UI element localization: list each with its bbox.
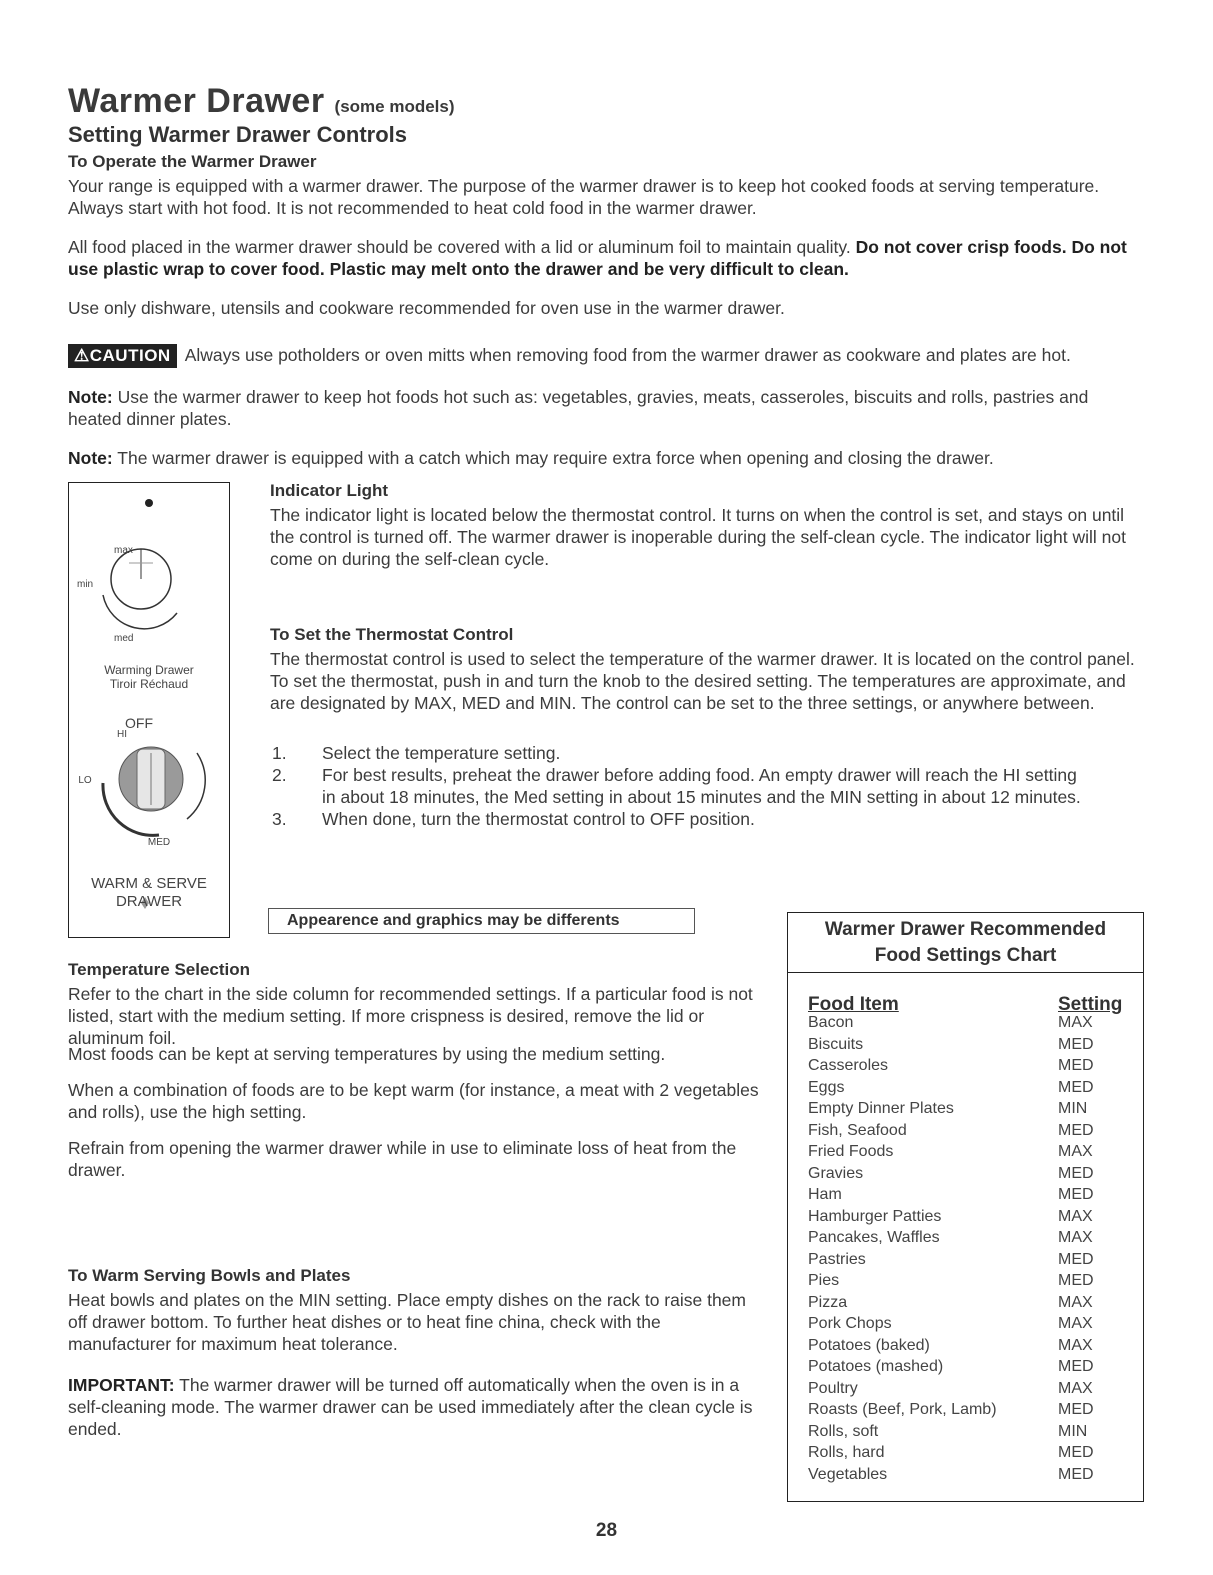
knob-off-label: OFF — [125, 715, 153, 731]
chart-rows — [808, 1014, 1108, 1487]
food-item: Vegetables — [808, 1465, 888, 1483]
food-setting: MED — [1058, 1250, 1094, 1268]
chart-row — [808, 1036, 1108, 1058]
dial-label-1: Warming Drawer — [104, 663, 194, 677]
note-1-text: Use the warmer drawer to keep hot foods hot such as: vegetables, gravies, meats, casseroles, biscuits and rolls, pastries and heated dinner plates. — [68, 387, 1089, 429]
temperature-heading: Temperature Selection — [68, 960, 251, 979]
knob-med-label: MED — [147, 837, 171, 848]
operate-paragraph-2 — [68, 236, 1146, 280]
page-title — [68, 82, 455, 121]
dial-med-label: med — [114, 633, 134, 644]
note-1 — [68, 386, 1146, 430]
food-setting: MAX — [1058, 1379, 1093, 1397]
chart-row — [808, 1380, 1108, 1402]
food-setting: MIN — [1058, 1422, 1088, 1440]
chart-row — [808, 1423, 1108, 1445]
chart-title — [788, 913, 1143, 973]
food-setting: MED — [1058, 1444, 1094, 1461]
col-food-header: Food Item — [808, 994, 899, 1015]
appearance-note: Appearence and graphics may be differents — [268, 908, 695, 934]
chart-row — [808, 1057, 1108, 1079]
chart-title-line-1: Warmer Drawer Recommended — [824, 919, 1107, 940]
dial-label-2: Tiroir Réchaud — [109, 677, 189, 691]
food-item: Bacon — [808, 1014, 854, 1031]
thermostat-text: The thermostat control is used to select the temperature of the warmer drawer. It is located on the control panel. To set the thermostat, push in and turn the knob to the desired setting. The temperatures are approximate, and are designated by MAX, MED and MIN. The control can be set to the three settings, or anywhere between. — [270, 649, 1135, 713]
chart-row — [808, 1251, 1108, 1273]
food-setting: MED — [1058, 1121, 1094, 1139]
temperature-p4: Refrain from opening the warmer drawer while in use to eliminate loss of heat from the drawer. — [68, 1138, 737, 1180]
note-2-text: The warmer drawer is equipped with a catch which may require extra force when opening and closing the drawer. — [117, 448, 994, 468]
food-setting: MAX — [1058, 1229, 1093, 1246]
food-setting: MED — [1058, 1035, 1094, 1053]
step-number: 3. — [272, 809, 287, 829]
caution-badge — [68, 344, 177, 368]
food-setting: MED — [1058, 1272, 1094, 1289]
food-setting: MAX — [1058, 1143, 1093, 1160]
knob-hi-label: HI — [117, 729, 127, 740]
important-text: The warmer drawer will be turned off automatically when the oven is in a self-cleaning mode. The warmer drawer can be used immediately after the clean cycle is ended. — [68, 1375, 753, 1439]
panel-label-1: WARM & SERVE — [91, 875, 207, 892]
title-note: (some models) — [334, 97, 455, 116]
food-item: Gravies — [808, 1164, 864, 1182]
chart-row — [808, 1337, 1108, 1359]
operate-heading: To Operate the Warmer Drawer — [68, 152, 317, 171]
food-item: Fried Foods — [808, 1143, 894, 1160]
chart-row — [808, 1315, 1108, 1337]
note-1-label: Note: — [68, 387, 113, 407]
chart-row — [808, 1401, 1108, 1423]
food-item: Poultry — [808, 1379, 858, 1397]
caution-line — [68, 344, 1148, 368]
food-settings-chart — [787, 912, 1144, 1502]
chart-row — [808, 1165, 1108, 1187]
food-item: Pork Chops — [808, 1315, 892, 1332]
note-2-label: Note: — [68, 448, 113, 468]
note-2 — [68, 447, 1146, 469]
bowls-important — [68, 1374, 762, 1440]
food-setting: MIN — [1058, 1100, 1088, 1117]
bowls-p1: Heat bowls and plates on the MIN setting. Place empty dishes on the rack to raise them off drawer bottom. To further heat dishes or to heat fine china, check with the manufacturer for maximum heat tolerance. — [68, 1290, 746, 1354]
food-setting: MED — [1058, 1078, 1094, 1096]
food-item: Casseroles — [808, 1057, 889, 1074]
chart-row — [808, 1466, 1108, 1488]
food-setting: MED — [1058, 1465, 1094, 1483]
food-setting: MAX — [1058, 1336, 1093, 1354]
food-item: Empty Dinner Plates — [808, 1100, 954, 1117]
chart-row — [808, 1186, 1108, 1208]
food-setting: MED — [1058, 1164, 1094, 1182]
bowls-heading: To Warm Serving Bowls and Plates — [68, 1266, 351, 1285]
food-item: Biscuits — [808, 1035, 864, 1053]
chart-row — [808, 1272, 1108, 1294]
step-number: 2. — [272, 765, 287, 785]
dial-min-label: min — [77, 579, 94, 590]
page-number: 28 — [595, 1520, 618, 1541]
warning-icon: ⚠ — [74, 346, 90, 365]
food-item: Potatoes (baked) — [808, 1336, 930, 1354]
step-item — [270, 764, 1130, 808]
col-setting-header: Setting — [1058, 994, 1123, 1015]
indicator-heading: Indicator Light — [270, 481, 389, 500]
operate-p2-text: All food placed in the warmer drawer should be covered with a lid or aluminum foil to maintain quality. — [68, 237, 851, 257]
food-item: Eggs — [808, 1078, 845, 1096]
food-item: Fish, Seafood — [808, 1121, 907, 1139]
chart-row — [808, 1143, 1108, 1165]
temperature-p3: When a combination of foods are to be kept warm (for instance, a meat with 2 vegetables and rolls), use the high setting. — [68, 1080, 759, 1122]
caution-label: CAUTION — [89, 346, 171, 365]
food-setting: MED — [1058, 1186, 1094, 1203]
chart-row — [808, 1122, 1108, 1144]
food-setting: MAX — [1058, 1014, 1093, 1031]
temperature-p1: Refer to the chart in the side column for recommended settings. If a particular food is not listed, start with the medium setting. If more crispness is desired, remove the lid or aluminum foil. — [68, 984, 753, 1048]
food-item: Ham — [808, 1186, 842, 1203]
dial-arc-icon — [103, 595, 177, 629]
control-panel-graphic — [69, 483, 229, 937]
step-item — [270, 808, 1130, 830]
food-setting: MED — [1058, 1057, 1094, 1074]
step-text: When done, turn the thermostat control to OFF position. — [322, 809, 755, 829]
step-number: 1. — [272, 743, 287, 763]
chart-row — [808, 1358, 1108, 1380]
food-item: Rolls, soft — [808, 1422, 879, 1440]
indicator-light-icon — [145, 499, 153, 507]
chart-row — [808, 1079, 1108, 1101]
food-item: Pancakes, Waffles — [808, 1229, 940, 1246]
food-setting: MAX — [1058, 1293, 1093, 1311]
food-item: Pies — [808, 1272, 840, 1289]
important-label: IMPORTANT: — [68, 1375, 175, 1395]
food-setting: MAX — [1058, 1207, 1093, 1225]
food-item: Pastries — [808, 1250, 866, 1268]
chart-title-line-2: Food Settings Chart — [874, 945, 1057, 966]
dial-max-label: max — [114, 545, 133, 556]
caution-text: Always use potholders or oven mitts when removing food from the warmer drawer as cookware and plates are hot. — [184, 345, 1071, 365]
indicator-text: The indicator light is located below the thermostat control. It turns on when the control is set, and stays on until the control is turned off. The warmer drawer is inoperable during the self-clean cycle. The indicator light will not come on during the self-clean cycle. — [270, 505, 1126, 569]
food-item: Hamburger Patties — [808, 1207, 942, 1225]
food-setting: MAX — [1058, 1315, 1093, 1332]
temperature-p2: Most foods can be kept at serving temperatures by using the medium setting. — [68, 1044, 666, 1064]
food-item: Roasts (Beef, Pork, Lamb) — [808, 1401, 997, 1418]
food-item: Rolls, hard — [808, 1444, 885, 1461]
operate-paragraph-1: Your range is equipped with a warmer drawer. The purpose of the warmer drawer is to keep hot cooked foods at serving temperature. Always start with hot food. It is not recommended to heat cold food in the warmer drawer. — [68, 176, 1100, 218]
knob-lo-label: LO — [78, 775, 92, 786]
food-setting: MED — [1058, 1358, 1094, 1375]
control-panel-illustration — [68, 482, 230, 938]
section-subtitle: Setting Warmer Drawer Controls — [68, 122, 408, 147]
step-item — [270, 742, 1130, 764]
panel-label-2: DRAWER — [115, 893, 183, 910]
food-item: Potatoes (mashed) — [808, 1358, 944, 1375]
chart-row — [808, 1229, 1108, 1251]
food-setting: MED — [1058, 1401, 1094, 1418]
chart-row — [808, 1208, 1108, 1230]
operate-p2-bold1: Do not cover crisp foods. — [855, 237, 1067, 257]
food-item: Pizza — [808, 1293, 848, 1311]
title-text: Warmer Drawer — [68, 82, 325, 120]
chart-row — [808, 1014, 1108, 1036]
thermostat-heading: To Set the Thermostat Control — [270, 625, 514, 644]
chart-row — [808, 1444, 1108, 1466]
chart-row — [808, 1294, 1108, 1316]
operate-p2-bold2: Do not use plastic wrap to cover food. Plastic may melt onto the drawer and be very difficult to clean. — [68, 237, 1127, 279]
operate-paragraph-3: Use only dishware, utensils and cookware recommended for oven use in the warmer drawer. — [68, 298, 785, 318]
chart-row — [808, 1100, 1108, 1122]
step-text: Select the temperature setting. — [322, 743, 561, 763]
step-text: For best results, preheat the drawer before adding food. An empty drawer will reach the HI setting in about 18 minutes, the Med setting in about 15 minutes and the MIN setting in about 12 minutes. — [322, 765, 1081, 807]
thermostat-steps — [270, 742, 1130, 830]
